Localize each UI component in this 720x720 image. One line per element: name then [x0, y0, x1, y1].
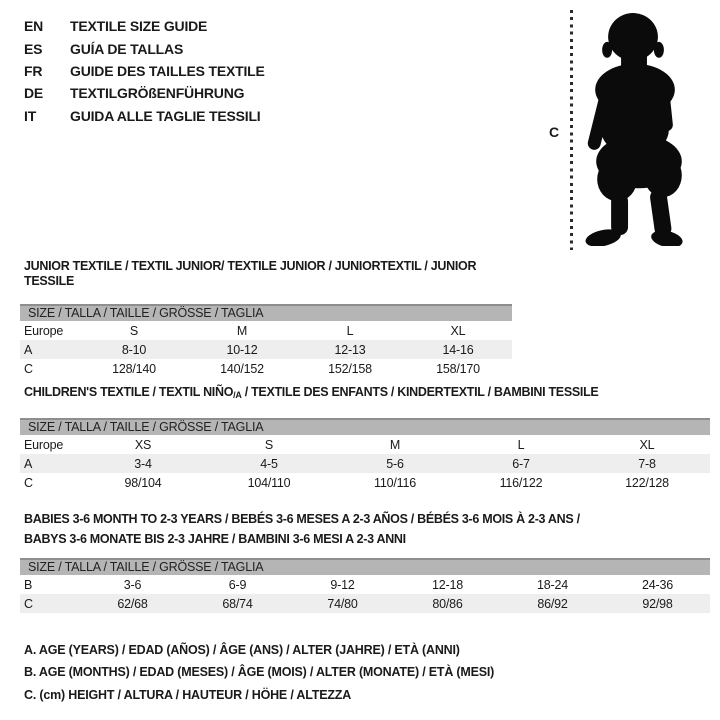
- size-cell: M: [389, 437, 401, 452]
- size-cell: 4-5: [206, 454, 332, 473]
- size-cell: 5-6: [332, 454, 458, 473]
- footnotes: [24, 639, 494, 706]
- size-cell: M: [236, 323, 248, 338]
- title-subscript: /A: [233, 390, 242, 400]
- footnote-a: A. AGE (YEARS) / EDAD (AÑOS) / ÂGE (ANS) / ALTER (JAHRE) / ETÀ (ANNI): [24, 643, 460, 657]
- section-title-line2: BABYS 3-6 MONATE BIS 2-3 JAHRE / BAMBINI 3-6 MESI A 2-3 ANNI: [24, 532, 406, 546]
- size-cell: 8-10: [80, 340, 188, 359]
- size-cell: 3-4: [80, 454, 206, 473]
- language-row: [24, 37, 265, 59]
- language-label: GUÍA DE TALLAS: [70, 40, 184, 57]
- row-label: C: [20, 594, 80, 613]
- size-cell: 3-6: [123, 577, 142, 592]
- size-cell: L: [346, 323, 354, 338]
- row-label: C: [24, 361, 33, 376]
- size-cell: 74/80: [290, 594, 395, 613]
- language-row: [24, 105, 265, 127]
- children-size-table: [20, 418, 710, 492]
- size-cell: 14-16: [404, 340, 512, 359]
- row-label: B: [24, 577, 33, 592]
- row-label: C: [24, 475, 33, 490]
- table-row: [20, 594, 710, 613]
- size-cell: L: [517, 437, 525, 452]
- table-row: [20, 340, 512, 359]
- language-label: TEXTILE SIZE GUIDE: [70, 18, 208, 35]
- junior-size-table: [20, 304, 512, 378]
- language-label: TEXTILGRÖßENFÜHRUNG: [70, 85, 245, 102]
- row-label: Europe: [24, 323, 64, 338]
- size-cell: 158/170: [436, 361, 480, 376]
- size-cell: S: [264, 437, 274, 452]
- size-cell: 18-24: [537, 577, 568, 592]
- size-cell: 9-12: [330, 577, 355, 592]
- section-junior-textile: [20, 259, 512, 378]
- language-code: DE: [24, 85, 44, 102]
- size-cell: 12-18: [432, 577, 463, 592]
- section-children-textile: [20, 385, 710, 492]
- footnote-c: C. (cm) HEIGHT / ALTURA / HAUTEUR / HÖHE / ALTEZZA: [24, 687, 352, 702]
- size-cell: 110/116: [374, 475, 416, 490]
- size-cell: 92/98: [605, 594, 710, 613]
- size-cell: 98/104: [124, 475, 162, 490]
- language-guide-list: [24, 15, 265, 127]
- size-cell: 68/74: [185, 594, 290, 613]
- size-cell: 122/128: [625, 475, 669, 490]
- table-row: [20, 321, 512, 340]
- size-cell: 62/68: [80, 594, 185, 613]
- table-row: [20, 575, 710, 594]
- footnote-b: B. AGE (MONTHS) / EDAD (MESES) / ÂGE (MOIS) / ALTER (MONATE) / ETÀ (MESI): [24, 665, 495, 680]
- size-cell: XS: [134, 437, 152, 452]
- language-row: [24, 15, 265, 37]
- language-code: EN: [24, 18, 44, 35]
- language-row: [24, 82, 265, 104]
- size-cell: 140/152: [220, 361, 264, 376]
- size-cell: 24-36: [642, 577, 673, 592]
- language-label: GUIDA ALLE TAGLIE TESSILI: [70, 107, 261, 124]
- row-label: Europe: [24, 437, 64, 452]
- size-cell: 6-7: [458, 454, 584, 473]
- language-code: FR: [24, 62, 43, 79]
- language-code: ES: [24, 40, 43, 57]
- babies-size-table: [20, 558, 710, 613]
- language-code: IT: [24, 107, 37, 124]
- section-title: [24, 509, 710, 549]
- section-title: JUNIOR TEXTILE / TEXTIL JUNIOR/ TEXTILE JUNIOR / JUNIORTEXTIL / JUNIOR TESSILE: [24, 259, 477, 288]
- size-cell: XL: [450, 323, 466, 338]
- size-cell: 116/122: [499, 475, 543, 490]
- size-cell: 7-8: [584, 454, 710, 473]
- height-measure-dotted-line: [570, 10, 573, 250]
- row-label: A: [20, 454, 80, 473]
- table-header-size: SIZE / TALLA / TAILLE / GRÖSSE / TAGLIA: [20, 419, 710, 435]
- language-row: [24, 60, 265, 82]
- table-row: [20, 359, 512, 378]
- baby-silhouette-icon: [575, 12, 700, 246]
- size-cell: 152/158: [328, 361, 372, 376]
- size-cell: 128/140: [112, 361, 156, 376]
- section-title: CHILDREN'S TEXTILE / TEXTIL $NIÑO_{/A}$ / TEXTILE DES ENFANTS / KINDERTEXTIL / BAMBINI TESSILE: [24, 385, 599, 400]
- size-cell: 80/86: [395, 594, 500, 613]
- section-babies-textile: [20, 509, 710, 613]
- table-header-size: SIZE / TALLA / TAILLE / GRÖSSE / TAGLIA: [20, 559, 710, 575]
- height-measure-label: C: [549, 124, 559, 140]
- size-cell: 6-9: [228, 577, 247, 592]
- table-row: [20, 473, 710, 492]
- table-row: [20, 435, 710, 454]
- table-header-size: SIZE / TALLA / TAILLE / GRÖSSE / TAGLIA: [20, 305, 512, 321]
- section-title-line1: BABIES 3-6 MONTH TO 2-3 YEARS / BEBÉS 3-6 MESES A 2-3 AÑOS / BÉBÉS 3-6 MOIS À 2-3 ANS /: [24, 512, 580, 526]
- size-cell: 10-12: [188, 340, 296, 359]
- size-cell: 86/92: [500, 594, 605, 613]
- row-label: A: [20, 340, 80, 359]
- language-label: GUIDE DES TAILLES TEXTILE: [70, 62, 265, 79]
- size-cell: 104/110: [247, 475, 291, 490]
- size-cell: 12-13: [296, 340, 404, 359]
- table-row: [20, 454, 710, 473]
- size-cell: S: [129, 323, 139, 338]
- size-cell: XL: [639, 437, 655, 452]
